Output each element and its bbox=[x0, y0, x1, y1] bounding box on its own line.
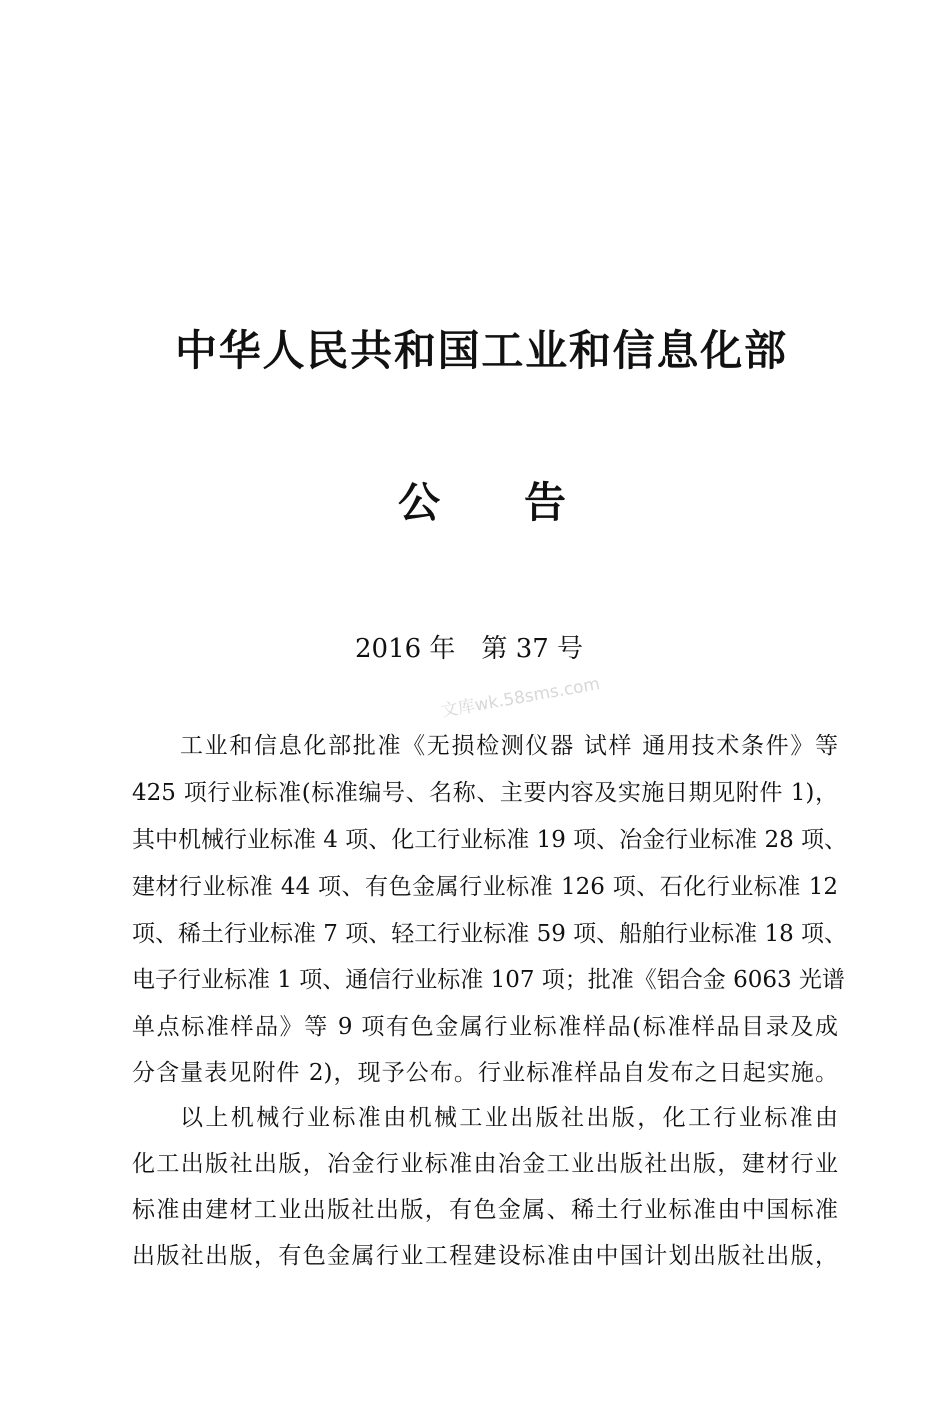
body-line: 分含量表见附件 2)，现予公布。行业标准样品自发布之日起实施。 bbox=[132, 1060, 838, 1086]
watermark: 文库wk.58sms.com bbox=[439, 674, 602, 722]
body-line: 单点标准样品》等 9 项有色金属行业标准样品(标准样品目录及成 bbox=[132, 1014, 838, 1040]
body-line: 425 项行业标准(标准编号、名称、主要内容及实施日期见附件 1)， bbox=[132, 780, 838, 806]
body-line: 电子行业标准 1 项、通信行业标准 107 项；批准《铝合金 6063 光谱 bbox=[132, 967, 845, 993]
body-line: 建材行业标准 44 项、有色金属行业标准 126 项、石化行业标准 12 bbox=[132, 874, 838, 900]
body-line: 出版社出版，有色金属行业工程建设标准由中国计划出版社出版， bbox=[132, 1243, 838, 1269]
ministry-title: 中华人民共和国工业和信息化部 bbox=[175, 326, 787, 375]
doc-type-char-2: 告 bbox=[524, 478, 567, 527]
body-line: 工业和信息化部批准《无损检测仪器 试样 通用技术条件》等 bbox=[180, 733, 838, 759]
body-line: 化工出版社出版，冶金行业标准由冶金工业出版社出版，建材行业 bbox=[132, 1151, 838, 1177]
body-line: 项、稀土行业标准 7 项、轻工行业标准 59 项、船舶行业标准 18 项、 bbox=[132, 921, 848, 947]
body-line: 标准由建材工业出版社出版，有色金属、稀土行业标准由中国标准 bbox=[132, 1197, 838, 1223]
body-line: 以上机械行业标准由机械工业出版社出版，化工行业标准由 bbox=[180, 1105, 838, 1131]
issue-number: 2016 年 第 37 号 bbox=[355, 634, 584, 664]
doc-type-char-1: 公 bbox=[398, 478, 441, 527]
body-line: 其中机械行业标准 4 项、化工行业标准 19 项、冶金行业标准 28 项、 bbox=[132, 827, 848, 853]
